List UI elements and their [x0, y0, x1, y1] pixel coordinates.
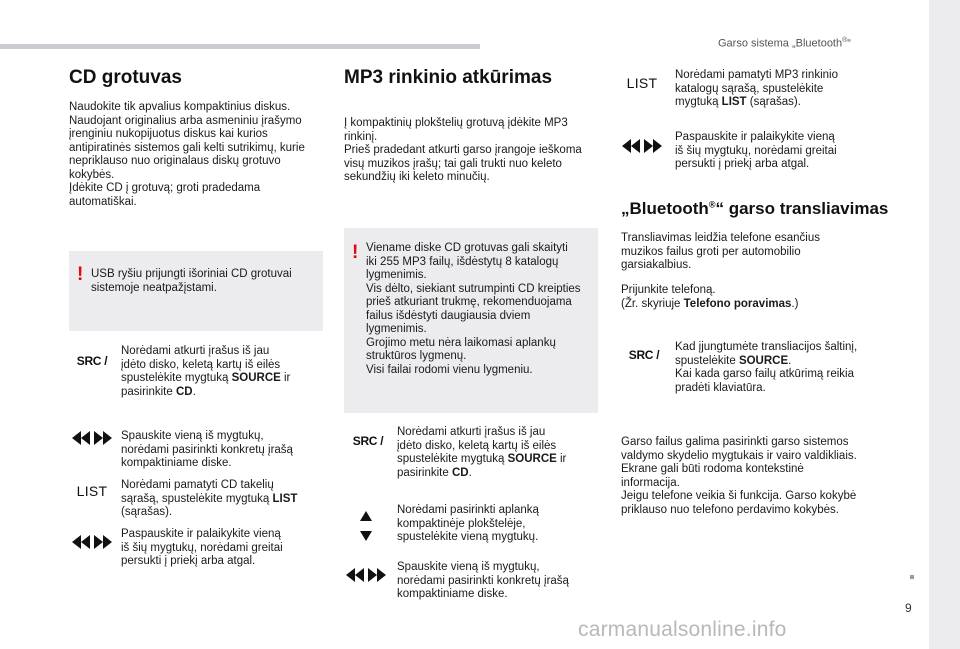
mp3-intro-text: Į kompaktinių plokštelių grotuvą įdėkite MP3 rinkinį. Prieš pradedant atkurti garso įrangoje ieškoma visų muzikos įrašų; tai gali trukti nuo keleto sekundžių iki keleto minučių.: [344, 117, 582, 183]
cd-fast-forward-text: Paspauskite ir palaikykite vieną iš šių mygtukų, norėdami greitai persukti į priekį arba atgal.: [121, 528, 283, 567]
usb-warning-text: USB ryšiu prijungti išoriniai CD grotuvai sistemoje neatpažįstami.: [91, 268, 292, 294]
streaming-source-text: Kad įjungtumėte transliacijos šaltinį, spustelėkite SOURCE. Kai kada garso failų atkūrimą reikia pradėti klaviatūra.: [675, 341, 858, 394]
list-button-icon: LIST: [626, 75, 658, 91]
list-button-icon: LIST: [76, 483, 108, 499]
mp3-warning-text: Viename diske CD grotuvas gali skaityti iki 255 MP3 failų, išdėstytų 8 katalogų lygmenimis. Vis dėlto, siekiant sutrumpinti CD kreipties prieš atkuriant trukmę, rekomenduojama failus išdėstyti daugiausia dviem lygmenimis. Grojimo metu nėra laikomasi aplankų struktūros lygmenų. Visi failai rodomi vienu lygmeniu.: [366, 242, 581, 376]
fast-seek-arrows-icon: [72, 534, 112, 550]
mp3-track-select-text: Spauskite vieną iš mygtukų, norėdami pasirinkti konkretų įrašą kompaktiniame diske.: [397, 561, 569, 600]
mp3-warning-box: [344, 228, 598, 413]
side-margin-band: [929, 0, 960, 649]
usb-warning-box: [69, 251, 323, 331]
warning-icon: !: [352, 242, 359, 263]
warning-icon: !: [77, 264, 84, 285]
seek-arrows-icon: [346, 567, 386, 583]
page-number: 9: [905, 601, 912, 615]
watermark-text: carmanualsonline.info: [578, 618, 787, 641]
pair-phone-text: Prijunkite telefoną. (Žr. skyriuje Telefono poravimas.): [621, 284, 799, 310]
cd-player-heading: CD grotuvas: [69, 67, 182, 88]
streaming-outro-text: Garso failus galima pasirinkti garso sistemos valdymo skydelio mygtukais ir vairo valdikliais. Ekrane gali būti rodoma kontekstinė informacija. Jeigu telefone veikia ši funkcija. Garso kokybė priklauso nuo telefono perdavimo kokybės.: [621, 436, 857, 516]
bluetooth-streaming-heading: „Bluetooth®“ garso transliavimas: [621, 199, 889, 218]
folder-up-down-icon: [359, 511, 373, 541]
cd-list-text: Norėdami pamatyti CD takelių sąrašą, spustelėkite mygtuką LIST (sąrašas).: [121, 479, 298, 518]
src-button-icon: SRC /: [76, 354, 108, 368]
src-button-icon: SRC /: [628, 348, 660, 362]
mp3-list-text: Norėdami pamatyti MP3 rinkinio katalogų sąrašą, spustelėkite mygtuką LIST (sąrašas).: [675, 69, 838, 108]
fast-seek-arrows-icon: [622, 138, 662, 154]
cd-track-select-text: Spauskite vieną iš mygtukų, norėdami pasirinkti konkretų įrašą kompaktiniame diske.: [121, 430, 293, 469]
src-button-icon: SRC /: [352, 434, 384, 448]
cd-source-instruction: Norėdami atkurti įrašus iš jau įdėto disko, keletą kartų iš eilės spustelėkite mygtuką SOURCE ir pasirinkite CD.: [121, 345, 291, 398]
mp3-folder-select-text: Norėdami pasirinkti aplanką kompaktinėje plokštelėje, spustelėkite vieną mygtukų.: [397, 504, 539, 543]
mp3-source-instruction: Norėdami atkurti įrašus iš jau įdėto disko, keletą kartų iš eilės spustelėkite mygtuką SOURCE ir pasirinkite CD.: [397, 426, 567, 479]
section-header-title: Garso sistema „Bluetooth®“: [718, 37, 851, 50]
streaming-intro-text: Transliavimas leidžia telefone esančius muzikos failus groti per automobilio garsiakalbius.: [621, 232, 821, 271]
cd-intro-text: Naudokite tik apvalius kompaktinius diskus. Naudojant originalius arba asmeniniu įrašymo įrenginiu nukopijuotus diskus kai kurios antipiratinės sistemos gali kelti sutrikimų, kurie nepriklauso nuo originalaus diskų grotuvo kokybės. Įdėkite CD į grotuvą; groti pradedama automatiškai.: [69, 101, 305, 208]
page-marker: [910, 575, 914, 579]
seek-arrows-icon: [72, 430, 112, 446]
mp3-fast-forward-text: Paspauskite ir palaikykite vieną iš šių mygtukų, norėdami greitai persukti į priekį arba atgal.: [675, 131, 837, 170]
mp3-heading: MP3 rinkinio atkūrimas: [344, 67, 553, 88]
header-rule: [0, 44, 480, 49]
